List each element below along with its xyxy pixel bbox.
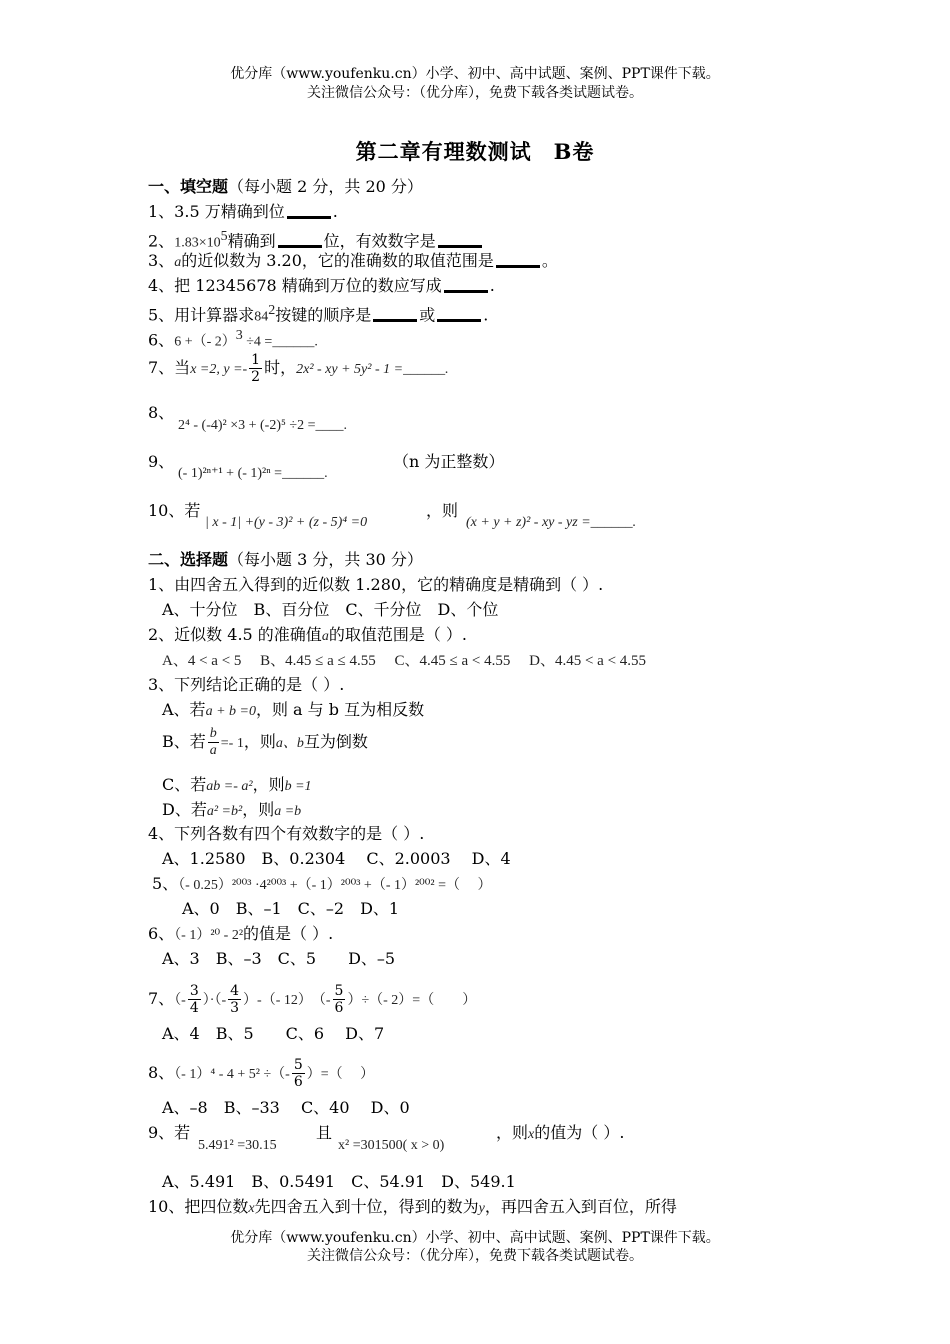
s2-q4-options: A、1.2580 B、0.2304 C、2.0003 D、4	[162, 849, 511, 868]
s1-q3: 3、a的近似数为 3.20，它的准确数的取值范围是 。	[148, 251, 558, 270]
s2-q3-option-c: C、若ab =- a²，则b =1	[162, 775, 312, 794]
page-title: 第二章有理数测试 B卷	[355, 139, 595, 164]
s1-q9-note: （n 为正整数）	[393, 452, 505, 471]
s2-q2: 2、近似数 4.5 的准确值a的取值范围是（ ）.	[148, 625, 467, 644]
s2-q3: 3、下列结论正确的是（ ）.	[148, 675, 345, 694]
s2-q6: 6、（- 1）²⁰ - 2²的值是（ ）.	[148, 924, 334, 943]
s1-q9: 9、	[148, 452, 175, 471]
s2-q2-options: A、4 < a < 5 B、4.45 ≤ a ≤ 4.55 C、4.45 ≤ a < 4.55 D、4.45 < a < 4.55	[162, 653, 647, 669]
s1-q10-expr2: (x + y + z)² - xy - yz =______.	[466, 515, 637, 530]
section1-heading: 一、填空题（每小题 2 分，共 20 分）	[148, 177, 423, 196]
fraction: $\frac{4}{3}$	[230, 983, 240, 1016]
answer-blank	[496, 255, 540, 268]
s1-q4: 4、把 12345678 精确到万位的数应写成 .	[148, 276, 495, 295]
fraction: $\frac{3}{4}$	[189, 983, 199, 1016]
s2-q1-options: A、十分位 B、百分位 C、千分位 D、个位	[162, 600, 499, 619]
s2-q3-option-b: B、若 $\frac{b}{a}$ =- 1，则a、b互为倒数	[162, 726, 368, 758]
s2-q9-options: A、5.491 B、0.5491 C、54.91 D、549.1	[162, 1172, 516, 1191]
answer-blank	[437, 309, 481, 322]
s1-q10-then: ，则	[426, 501, 459, 520]
s1-q1: 1、3.5 万精确到位 .	[148, 202, 338, 221]
s2-q10: 10、把四位数x先四舍五入到十位，得到的数为y，再四舍五入到百位，所得	[148, 1197, 677, 1216]
s1-q8: 8、	[148, 403, 175, 422]
s2-q5-options: A、0 B、–1 C、–2 D、1	[182, 899, 400, 918]
fraction: $\frac{5}{6}$	[334, 983, 344, 1016]
section2-heading: 二、选择题（每小题 3 分，共 30 分）	[148, 550, 423, 569]
s1-q7: 7、当x =2, y =- $\frac{1}{2}$ 时，2x² - xy + 5y² - 1 =______.	[148, 352, 449, 385]
s1-q10-expr1: | x - 1| +(y - 3)² + (z - 5)⁴ =0	[205, 515, 368, 530]
answer-blank	[287, 206, 331, 219]
fraction: $\frac{1}{2}$	[251, 352, 261, 385]
footer-line-1: 优分库（www.youfenku.cn）小学、初中、高中试题、案例、PPT课件下载。	[230, 1230, 720, 1246]
answer-blank	[373, 309, 417, 322]
s2-q7: 7、（- $\frac{3}{4}$ ）·（- $\frac{4}{3}$ ）-（- 12） （- $\frac{5}{6}$ ）÷（- 2）=（ ）	[148, 983, 477, 1016]
s2-q3-option-a: A、若a + b =0，则 a 与 b 互为相反数	[162, 700, 425, 719]
s2-q6-options: A、3 B、–3 C、5 D、–5	[162, 949, 396, 968]
s1-q8-expr: 2⁴ - (-4)² ×3 + (-2)⁵ ÷2 =____.	[178, 418, 347, 433]
s2-q1: 1、由四舍五入得到的近似数 1.280，它的精确度是精确到（ ）.	[148, 575, 604, 594]
s2-q9-and: 且	[316, 1123, 333, 1142]
s2-q5: 5、（- 0.25）²⁰⁰³ ·4²⁰⁰³ +（- 1）²⁰⁰³ +（- 1）²⁰⁰² =（ ）	[152, 874, 492, 893]
s2-q8: 8、（- 1）⁴ - 4 + 5² ÷（- $\frac{5}{6}$ ）=（ ）	[148, 1057, 375, 1090]
s1-q6: 6、6 +（- 2）$^3$ ÷4 =______.	[148, 328, 318, 350]
s1-q10: 10、若	[148, 501, 201, 520]
s2-q9-expr2: x² =301500( x > 0)	[338, 1138, 445, 1153]
s2-q4: 4、下列各数有四个有效数字的是（ ）.	[148, 824, 425, 843]
s2-q9-rest: ，则x的值为（ ）.	[496, 1123, 625, 1142]
s2-q9: 9、若	[148, 1123, 191, 1142]
footer-line-2: 关注微信公众号：（优分库），免费下载各类试题试卷。	[307, 1248, 643, 1264]
fraction: $\frac{b}{a}$	[209, 726, 217, 758]
s1-q2: 2、$1.83\times 10^5$精确到 位，有效数字是	[148, 226, 484, 254]
header-line-1: 优分库（www.youfenku.cn）小学、初中、高中试题、案例、PPT课件下载。	[230, 66, 720, 82]
header-line-2: 关注微信公众号：（优分库），免费下载各类试题试卷。	[307, 85, 643, 101]
s1-q5: 5、用计算器求$84^2$按键的顺序是 或 .	[148, 303, 489, 325]
answer-blank	[444, 280, 488, 293]
s2-q9-expr1: 5.491² =30.15	[198, 1138, 277, 1153]
s2-q8-options: A、–8 B、–33 C、40 D、0	[162, 1098, 410, 1117]
s2-q3-option-d: D、若a² =b²，则a =b	[162, 800, 302, 819]
s2-q7-options: A、4 B、5 C、6 D、7	[162, 1024, 385, 1043]
answer-blank	[438, 235, 482, 248]
s1-q9-expr: (- 1)²ⁿ⁺¹ + (- 1)²ⁿ =______.	[178, 466, 328, 481]
answer-blank	[278, 235, 322, 248]
fraction: $\frac{5}{6}$	[293, 1057, 303, 1090]
